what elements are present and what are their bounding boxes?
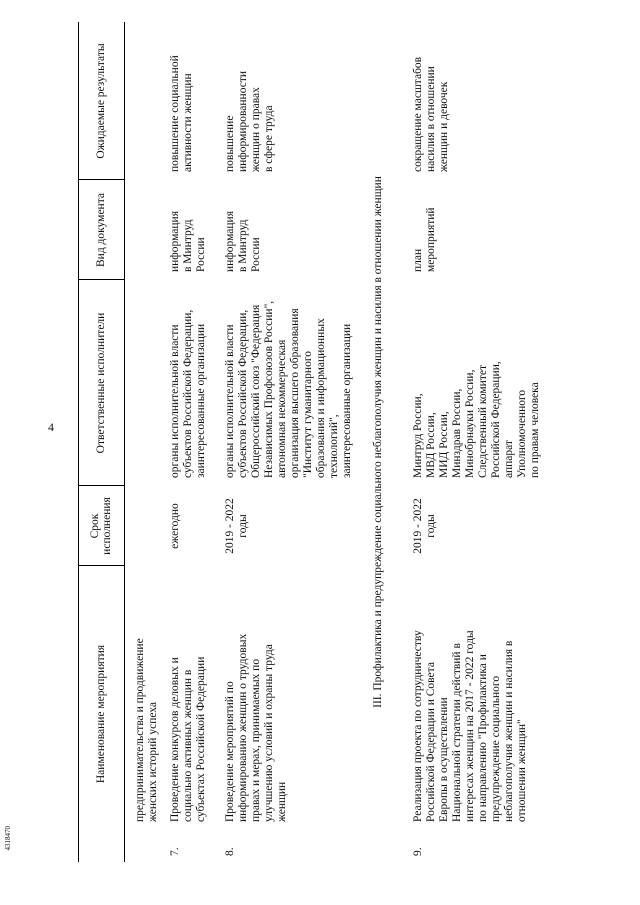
- cell-doc: информация в Минтруд России: [224, 211, 262, 272]
- cell-results: повышение социальной активности женщин: [169, 55, 194, 172]
- header-name: Наименование мероприятия: [95, 644, 107, 784]
- cell-num: 7.: [169, 847, 181, 856]
- header-term: Срок исполнения: [89, 497, 113, 555]
- cell-term: 2019 - 2022 годы: [412, 498, 437, 554]
- cell-term: ежегодно: [169, 503, 181, 549]
- cell-doc: информация в Минтруд России: [169, 211, 207, 272]
- cell-name: Проведение мероприятий по информированию женщин о трудовых правах и мерах, принимаемых по улучшению условий и охраны труда женщин: [224, 633, 288, 822]
- header-results: Ожидаемые результаты: [95, 43, 107, 159]
- rotated-table: [78, 22, 638, 862]
- cell-num: 8.: [224, 847, 236, 856]
- cell-doc: план мероприятий: [412, 207, 437, 272]
- document-code: 4318470: [4, 826, 12, 851]
- cell-executors: Минтруд России, МВД России, МИД России, Минздрав России, Минобрнауки России, Следственный комитет Российской Федерации, аппарат Уполномоченного по правам человека: [412, 361, 541, 478]
- cell-results: повышение информированности женщин о правах в сфере труда: [224, 70, 275, 172]
- cell-num: 9.: [412, 847, 424, 856]
- cell-name: предпринимательства и продвижение женских историй успеха: [134, 638, 159, 822]
- cell-executors: органы исполнительной власти субъектов Российской Федерации, Общероссийский союз "Федерация Независимых Профсоюзов России", автономная некоммерческая организация высшего образования "Институт гуманитарного образования и информационных технологий", заинтересованные организации: [224, 300, 353, 478]
- cell-executors: органы исполнительной власти субъектов Российской Федерации, заинтересованные организации: [169, 309, 207, 478]
- cell-results: сокращение масштабов насилия в отношении женщин и девочек: [412, 56, 450, 172]
- header-doc: Вид документа: [95, 193, 107, 267]
- page-number: 4: [48, 420, 54, 434]
- header-bottom-border: [124, 22, 125, 862]
- cell-name: Проведение конкурсов деловых и социально активных женщин в субъектах Российской Федерации: [169, 656, 207, 822]
- header-executors: Ответственные исполнители: [95, 312, 107, 454]
- cell-name: Реализация проекта по сотрудничеству Российской Федерации и Совета Европы в осуществлении Национальной стратегии действий в интересах женщин на 2017 - 2022 годы по направлению "Профилактика и предупреждение социального неблагополучия женщин и насилия в отношении женщин": [412, 630, 528, 822]
- cell-term: 2019 - 2022 годы: [224, 498, 249, 554]
- section-title: III. Профилактика и предупреждение социального неблагополучия женщин и насилия в отношении женщин: [372, 176, 384, 708]
